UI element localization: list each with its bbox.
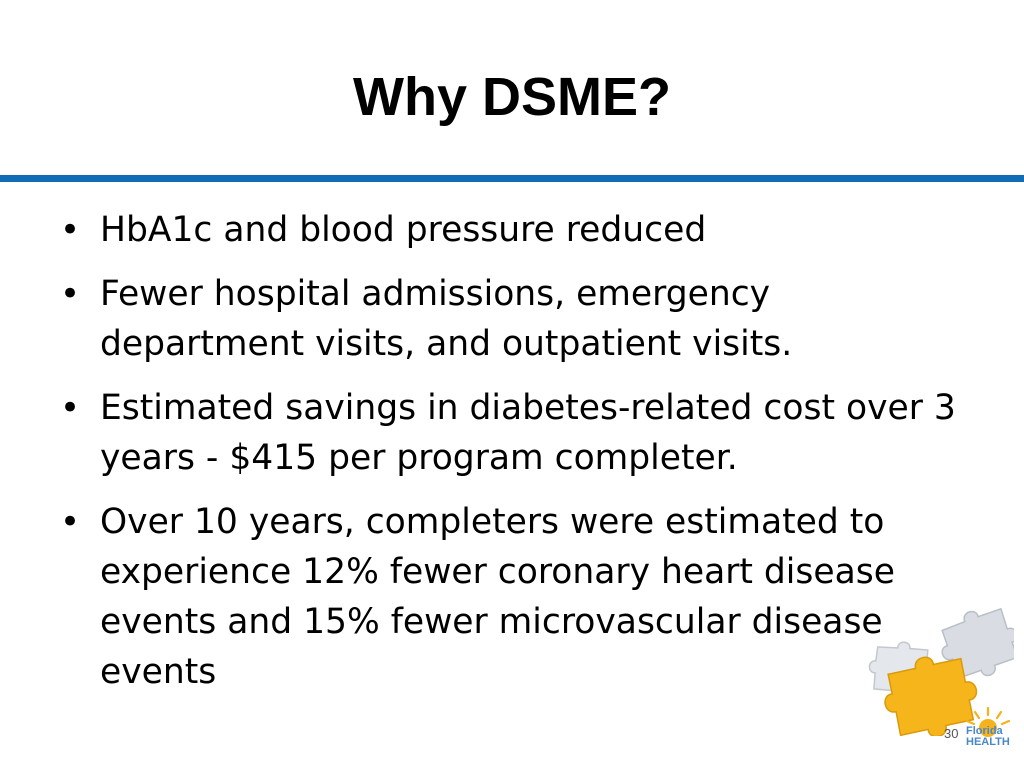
logo-line-1: Florida: [966, 725, 1003, 737]
bullet-text: Estimated savings in diabetes-related cost over 3 years - $415 per program completer.: [100, 388, 956, 478]
bullet-text: Over 10 years, completers were estimated to experience 12% fewer coronary heart disease events and 15% fewer microvascular disease events: [100, 502, 895, 692]
bullet-dot-icon: •: [60, 502, 81, 542]
bullet-item: [58, 205, 968, 255]
bullet-list: [58, 205, 968, 711]
slide-title: Why DSME?: [353, 67, 671, 127]
bullet-dot-icon: •: [60, 210, 81, 250]
bullet-item: [58, 497, 968, 697]
bullet-text: HbA1c and blood pressure reduced: [100, 210, 707, 250]
bullet-dot-icon: •: [60, 274, 81, 314]
logo-line-2: HEALTH: [966, 736, 1010, 748]
bullet-dot-icon: •: [60, 388, 81, 428]
bullet-text: Fewer hospital admissions, emergency department visits, and outpatient visits.: [100, 274, 793, 364]
bullet-item: [58, 383, 968, 483]
florida-health-logo-text: [966, 726, 1010, 748]
bullet-item: [58, 269, 968, 369]
page-number: 30: [944, 726, 959, 741]
title-divider: [0, 175, 1024, 182]
